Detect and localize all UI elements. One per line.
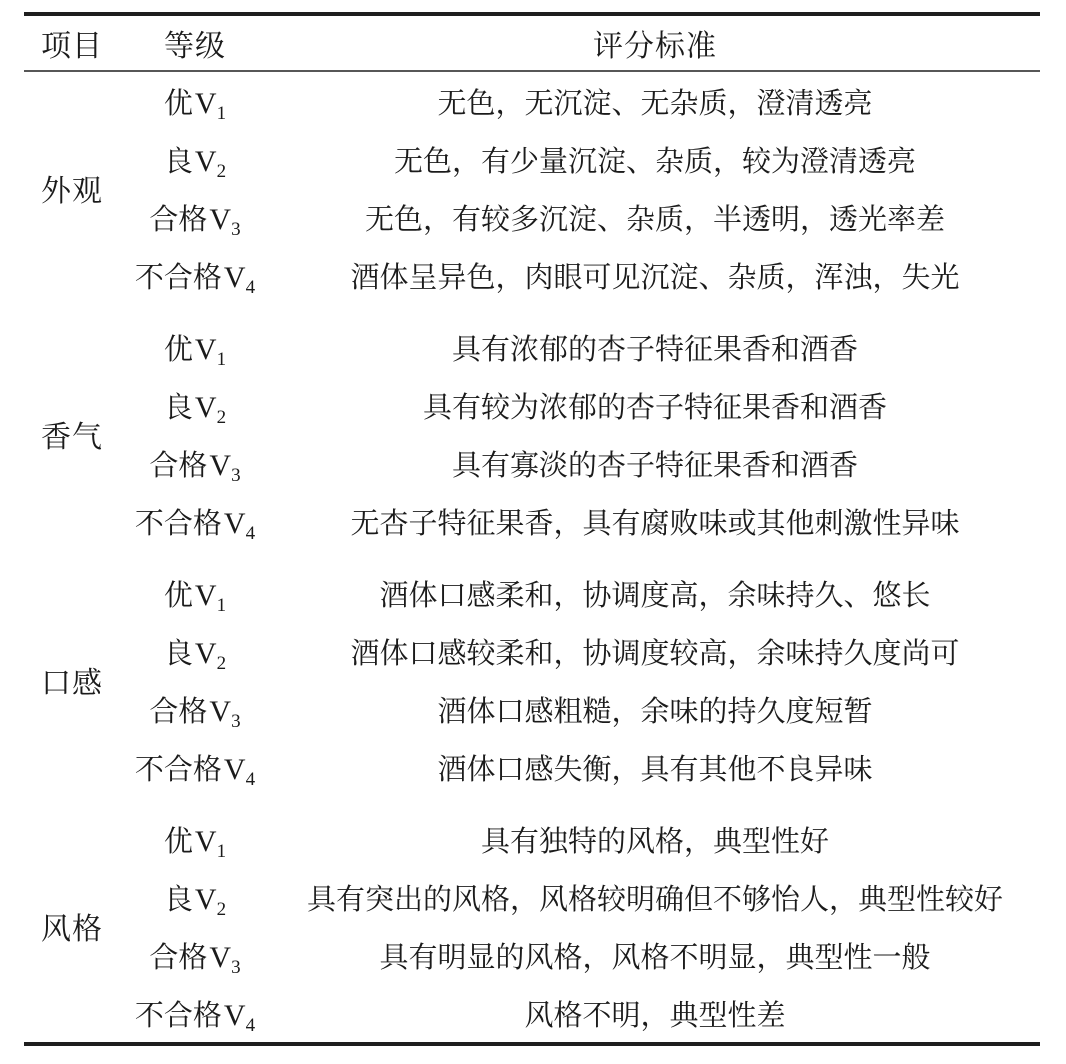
grade-label: 不合格 [134, 999, 222, 1032]
grade-symbol: V [194, 390, 217, 424]
grade-symbol: V [223, 260, 246, 294]
grade-subscript: 4 [245, 522, 256, 544]
criteria-cell: 无色，有较多沉淀、杂质，半透明，透光率差 [364, 203, 945, 236]
grade-symbol: V [223, 506, 246, 540]
col-header-grade: 等级 [120, 14, 270, 71]
grade-subscript: 4 [245, 768, 256, 790]
table-row [24, 984, 1040, 1044]
grade-label: 良 [163, 883, 193, 916]
grade-label: 合格 [149, 695, 208, 728]
criteria-cell: 具有明显的风格，风格不明显，典型性一般 [379, 941, 931, 974]
grade-label: 良 [163, 145, 193, 178]
grade-symbol: V [194, 332, 217, 366]
grade-cell [120, 71, 270, 130]
grade-cell [120, 550, 270, 622]
grade-cell [120, 130, 270, 188]
grade-subscript: 1 [216, 840, 227, 862]
col-header-criteria: 评分标准 [270, 14, 1040, 71]
table-row [24, 492, 1040, 550]
table-row [24, 622, 1040, 680]
grade-cell [120, 984, 270, 1044]
grade-cell [120, 796, 270, 868]
item-cell: 外观 [41, 175, 103, 208]
grade-label: 优 [163, 87, 193, 120]
grade-subscript: 3 [231, 464, 241, 486]
grade-subscript: 1 [216, 594, 227, 616]
criteria-cell: 具有独特的风格，典型性好 [480, 825, 829, 858]
grade-subscript: 4 [245, 276, 256, 298]
table-row [24, 246, 1040, 304]
table-row [24, 868, 1040, 926]
grade-symbol: V [194, 144, 217, 178]
criteria-cell: 具有浓郁的杏子特征果香和酒香 [451, 333, 858, 366]
header-row [24, 14, 1040, 71]
criteria-cell: 具有较为浓郁的杏子特征果香和酒香 [422, 391, 887, 424]
grade-symbol: V [194, 824, 217, 858]
table-row [24, 738, 1040, 796]
grade-symbol: V [194, 636, 217, 670]
grade-cell [120, 868, 270, 926]
grade-label: 不合格 [134, 507, 222, 540]
grade-label: 优 [163, 333, 193, 366]
grade-subscript: 2 [216, 898, 227, 920]
grade-cell [120, 622, 270, 680]
grade-subscript: 2 [216, 652, 227, 674]
criteria-cell: 具有寡淡的杏子特征果香和酒香 [451, 449, 858, 482]
criteria-cell: 风格不明，典型性差 [524, 999, 786, 1032]
table-row [24, 926, 1040, 984]
table-row [24, 434, 1040, 492]
criteria-cell: 无色，有少量沉淀、杂质，较为澄清透亮 [393, 145, 916, 178]
grade-subscript: 3 [231, 710, 241, 732]
grade-label: 合格 [149, 203, 208, 236]
scoring-standard-table [24, 12, 1040, 1046]
grade-symbol: V [223, 752, 246, 786]
grade-symbol: V [209, 694, 232, 728]
table-row [24, 71, 1040, 130]
item-cell: 风格 [41, 913, 103, 946]
item-cell: 香气 [41, 421, 103, 454]
grade-label: 优 [163, 579, 193, 612]
grade-symbol: V [209, 448, 232, 482]
grade-symbol: V [194, 578, 217, 612]
grade-cell [120, 188, 270, 246]
grade-cell [120, 376, 270, 434]
grade-label: 合格 [149, 941, 208, 974]
grade-symbol: V [209, 202, 232, 236]
table-row [24, 550, 1040, 622]
grade-cell [120, 680, 270, 738]
grade-label: 不合格 [134, 261, 222, 294]
grade-cell [120, 926, 270, 984]
grade-subscript: 3 [231, 956, 241, 978]
grade-symbol: V [194, 86, 217, 120]
item-cell: 口感 [41, 667, 103, 700]
col-header-item: 项目 [24, 14, 120, 71]
grade-subscript: 2 [216, 160, 227, 182]
grade-cell [120, 434, 270, 492]
grade-label: 良 [163, 391, 193, 424]
criteria-cell: 酒体口感失衡，具有其他不良异味 [437, 753, 873, 786]
grade-label: 良 [163, 637, 193, 670]
table-row [24, 304, 1040, 376]
grade-cell [120, 738, 270, 796]
grade-label: 合格 [149, 449, 208, 482]
table-row [24, 376, 1040, 434]
grade-label: 不合格 [134, 753, 222, 786]
table-row [24, 130, 1040, 188]
criteria-cell: 具有突出的风格，风格较明确但不够怡人，典型性较好 [306, 883, 1003, 916]
grade-cell [120, 492, 270, 550]
criteria-cell: 酒体口感较柔和，协调度较高，余味持久度尚可 [350, 637, 960, 670]
grade-subscript: 1 [216, 348, 227, 370]
criteria-cell: 酒体口感粗糙，余味的持久度短暂 [437, 695, 873, 728]
grade-cell [120, 246, 270, 304]
grade-subscript: 1 [216, 102, 227, 124]
criteria-cell: 无色，无沉淀、无杂质，澄清透亮 [437, 87, 873, 120]
table-row [24, 680, 1040, 738]
grade-cell [120, 304, 270, 376]
grade-subscript: 2 [216, 406, 227, 428]
grade-subscript: 4 [245, 1014, 256, 1036]
table-row [24, 796, 1040, 868]
grade-label: 优 [163, 825, 193, 858]
criteria-cell: 无杏子特征果香，具有腐败味或其他刺激性异味 [350, 507, 960, 540]
grade-symbol: V [223, 998, 246, 1032]
grade-subscript: 3 [231, 218, 241, 240]
grade-symbol: V [194, 882, 217, 916]
grade-symbol: V [209, 940, 232, 974]
criteria-cell: 酒体呈异色，肉眼可见沉淀、杂质，浑浊，失光 [350, 261, 960, 294]
criteria-cell: 酒体口感柔和，协调度高，余味持久、悠长 [379, 579, 931, 612]
table-row [24, 188, 1040, 246]
